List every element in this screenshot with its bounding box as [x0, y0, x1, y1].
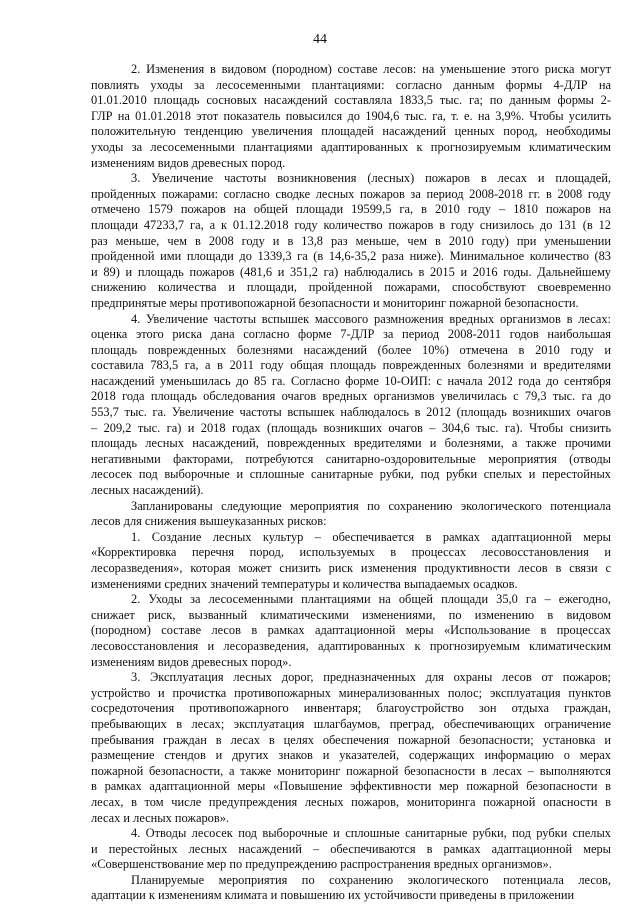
text-line: 3. Увеличение частоты возникновения (лесных) пожаров в лесах и площадей,: [131, 171, 611, 186]
text-line: пройденных пожарами: согласно сводке лесных пожаров за период 2008-2018 гг. в 2008 году: [91, 186, 611, 201]
paragraph-measure-fire-safety: [91, 670, 611, 826]
text-line: снижает риск, вызванный климатическими изменениями, по изменению в видовом: [91, 607, 611, 622]
text-line: адаптации к изменениям климата и повышению их устойчивости приведены в приложении: [91, 888, 575, 903]
text-line: «Корректировка перечня пород, используемых в процессах лесовосстановления и: [91, 545, 611, 560]
text-line: Запланированы следующие мероприятия по сохранению экологического потенциала: [131, 498, 611, 513]
paragraph-risk-fires: [91, 171, 611, 311]
text-line: отмечено 1579 пожаров на общей площади 19599,5 га, в 2010 году – 1810 пожаров на: [91, 202, 611, 217]
text-line: изменениям видов древесных пород».: [91, 654, 292, 669]
text-line: (породном) составе лесов в рамках адаптационной меры «Использование в процессах: [91, 623, 611, 638]
text-line: снижению количества и площади, пройденной пожарами, способствуют своевременно: [91, 280, 611, 295]
text-line: площадь лесных насаждений, поврежденных вредителями и болезнями, а также прочими: [91, 436, 611, 451]
text-line: лесах и лесных пожаров».: [91, 810, 230, 825]
text-line: площади 47233,7 га, а к 01.12.2018 году количество пожаров в году снизилось до 131 (в 12: [91, 217, 611, 232]
text-line: 2. Уходы за лесосеменными плантациями на общей площади 35,0 га – ежегодно,: [131, 592, 611, 607]
paragraph-measure-sanitary-cuttings: [91, 826, 611, 873]
text-line: пожарной безопасности, а также мониторинг пожарной безопасности в лесах – выполняются: [91, 763, 611, 778]
text-line: лесах, в том числе предупреждения лесных пожаров, мониторинга пожарной опасности в: [91, 794, 611, 809]
text-line: негативными факторами, потребуются санитарно-оздоровительные мероприятия (отводы: [91, 451, 611, 466]
text-line: пребывающих в лесах; эксплуатация шлагбаумов, преград, обеспечивающих ограничение: [91, 716, 611, 731]
text-line: и перестойных лесных насаждений – обеспечиваются в рамках адаптационной меры: [91, 841, 611, 856]
text-line: положительную тенденцию увеличения площадей насаждений ценных пород, необходимы: [91, 124, 611, 139]
text-line: пройденной ими площади до 1339,3 га (в 14,6-35,2 раза ниже). Минимальное количество (83: [91, 249, 611, 264]
text-line: изменениями средних значений температуры и количества выпадаемых осадков.: [91, 576, 518, 591]
paragraph-measure-seed-plantations: [91, 592, 611, 670]
text-line: устройство и прочистка противопожарных минерализованных полос; эксплуатация пунктов: [91, 685, 611, 700]
text-line: изменениям видов древесных пород.: [91, 155, 286, 170]
text-line: 4. Увеличение частоты вспышек массового размножения вредных организмов в лесах:: [131, 311, 611, 326]
text-line: 553,7 тыс. га. Увеличение частоты вспышек наблюдалось в 2012 (площадь возникших очагов: [91, 405, 611, 420]
text-line: составила 783,5 га, а в 2011 году общая площадь поврежденных болезнями и вредителями: [91, 358, 611, 373]
text-line: 3. Эксплуатация лесных дорог, предназначенных для охраны лесов от пожаров;: [131, 670, 611, 685]
text-line: сосредоточения противопожарного инвентаря; благоустройство зон отдыха граждан,: [91, 701, 611, 716]
paragraph-risk-species-composition: [91, 62, 611, 171]
text-line: предпринятые меры противопожарной безопасности и мониторинг пожарной безопасности.: [91, 295, 579, 310]
text-line: и 89) и площадь пожаров (481,6 и 351,2 га) наблюдались в 2015 и 2016 годы. Дальнейшему: [91, 264, 611, 279]
paragraph-conclusion: [91, 873, 611, 904]
text-line: 1. Создание лесных культур – обеспечивается в рамках адаптационной меры: [131, 529, 611, 544]
paragraph-risk-pests: [91, 312, 611, 499]
page-number: 44: [313, 32, 327, 47]
text-line: площадь поврежденных болезнями насаждений (более 10%) отмечена в 2010 году и: [91, 342, 611, 357]
text-line: Планируемые мероприятия по сохранению экологического потенциала лесов,: [131, 872, 611, 887]
paragraph-measure-forest-crops: [91, 530, 611, 592]
text-line: 4. Отводы лесосек под выборочные и сплошные санитарные рубки, под рубки спелых: [131, 826, 611, 841]
text-line: в рамках адаптационной меры «Повышение эффективности мер пожарной безопасности в: [91, 779, 611, 794]
text-line: 2. Изменения в видовом (породном) составе лесов: на уменьшение этого риска могут: [131, 62, 611, 76]
paragraph-planned-measures-intro: [91, 499, 611, 530]
text-line: насаждений уменьшилась до 85 га. Согласно форме 10-ОИП: с начала 2012 года до сентября: [91, 373, 611, 388]
text-line: лесосек под выборочные и сплошные санитарные рубки, под рубки спелых и перестойных: [91, 467, 611, 482]
text-line: лесоразведения», которая может снизить риск изменения продуктивности лесов в связи с: [91, 561, 611, 575]
text-line: размещение стендов и других знаков и указателей, содержащих информацию о мерах: [91, 748, 611, 763]
text-line: лесов для снижения вышеуказанных рисков:: [91, 514, 327, 529]
text-line: повлиять уходы за лесосеменными плантациями: согласно данным формы 4-ДЛР на: [91, 77, 611, 92]
text-line: пребывания граждан в лесах в целях обеспечения пожарной безопасности; установка и: [91, 732, 611, 747]
body-text: [91, 62, 611, 904]
text-line: уходы за лесосеменными плантациями адаптированных к прогнозируемым климатическим: [91, 139, 611, 154]
text-line: «Совершенствование мер по предупреждению распространения вредных организмов».: [91, 857, 552, 872]
text-line: лесных насаждений).: [91, 483, 204, 498]
text-line: 2018 года площадь обследования очагов вредных организмов увеличилась с 79,3 тыс. га до: [91, 389, 611, 404]
text-line: раз меньше, чем в 2008 году и в 13,8 раз меньше, чем в 2010 году) при уменьшении: [91, 233, 611, 248]
text-line: оценка этого риска дана согласно форме 7-ДЛР за период 2008-2011 годов наибольшая: [91, 327, 611, 342]
text-line: ГЛР на 01.01.2018 этот показатель повысился до 1904,6 тыс. га, т. е. на 3,9%. Чтобы усилить: [91, 108, 611, 123]
text-line: – 209,2 тыс. га) и 2018 годах (площадь возникших очагов – 304,6 тыс. га). Чтобы снизить: [91, 420, 611, 435]
text-line: лесовосстановления и лесоразведения, адаптированных к прогнозируемым климатическим: [91, 638, 611, 653]
text-line: 01.01.2010 площадь сосновых насаждений составляла 1833,5 тыс. га; по данным формы 2-: [91, 93, 611, 108]
